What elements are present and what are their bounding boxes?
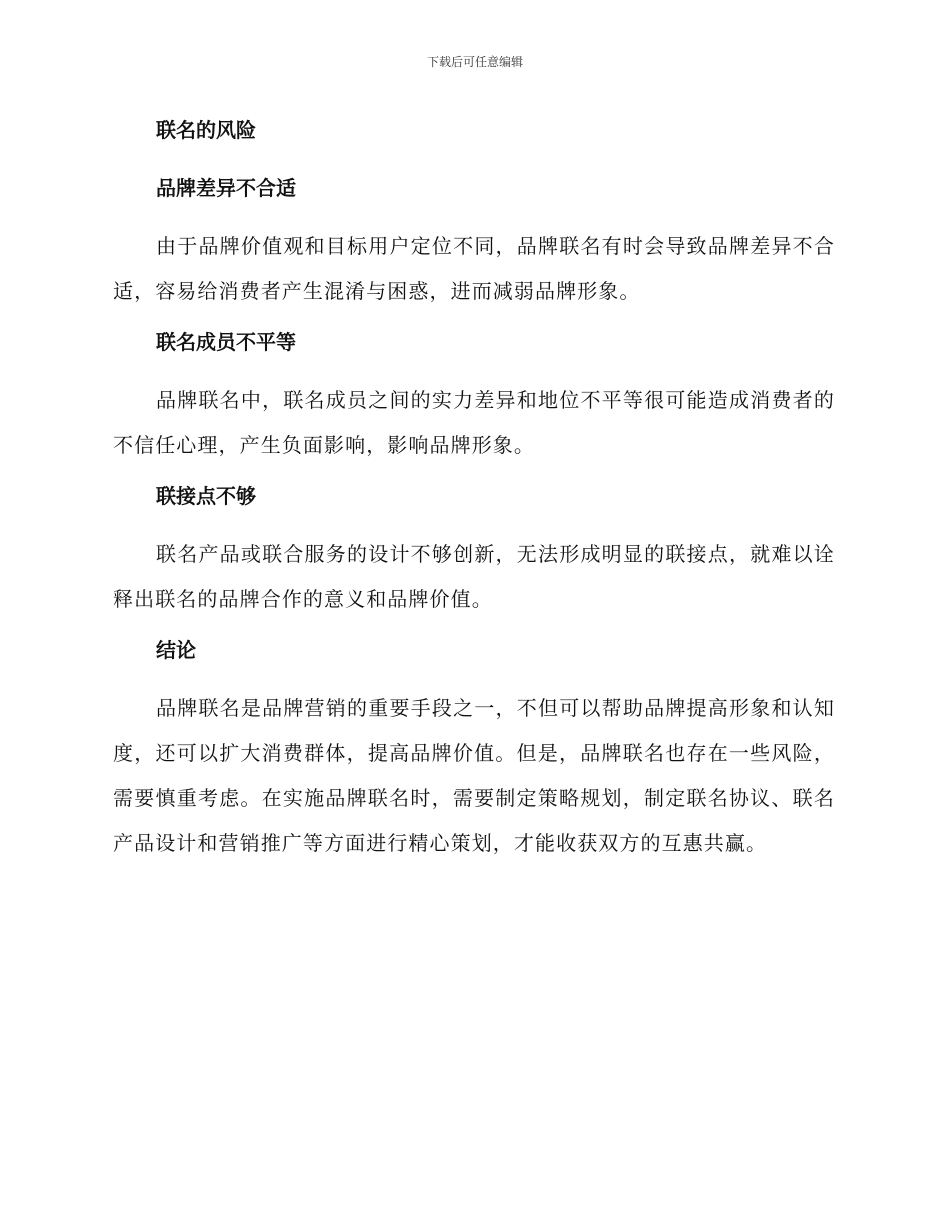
section-heading-conclusion: 结论 <box>156 638 196 662</box>
paragraph-unequal-members: 品牌联名中，联名成员之间的实力差异和地位不平等很可能造成消费者的不信任心理，产生负面影响，影响品牌形象。 <box>113 388 835 457</box>
page-header: 下载后可任意编辑 <box>426 55 523 69</box>
document-body <box>113 114 835 878</box>
section-heading-brand-mismatch: 品牌差异不合适 <box>156 176 296 200</box>
paragraph-conclusion: 品牌联名是品牌营销的重要手段之一，不但可以帮助品牌提高形象和认知度，还可以扩大消费群体，提高品牌价值。但是，品牌联名也存在一些风险，需要慎重考虑。在实施品牌联名时，需要制定策略规划，制定联名协议、联名产品设计和营销推广等方面进行精心策划，才能收获双方的互惠共赢。 <box>113 696 835 855</box>
paragraph-brand-mismatch: 由于品牌价值观和目标用户定位不同，品牌联名有时会导致品牌差异不合适，容易给消费者产生混淆与困惑，进而减弱品牌形象。 <box>113 234 835 303</box>
section-heading-unequal-members: 联名成员不平等 <box>156 330 296 354</box>
section-heading-connection-points: 联接点不够 <box>156 484 256 508</box>
paragraph-connection-points: 联名产品或联合服务的设计不够创新，无法形成明显的联接点，就难以诠释出联名的品牌合作的意义和品牌价值。 <box>113 542 835 611</box>
section-heading-risks: 联名的风险 <box>156 118 256 142</box>
